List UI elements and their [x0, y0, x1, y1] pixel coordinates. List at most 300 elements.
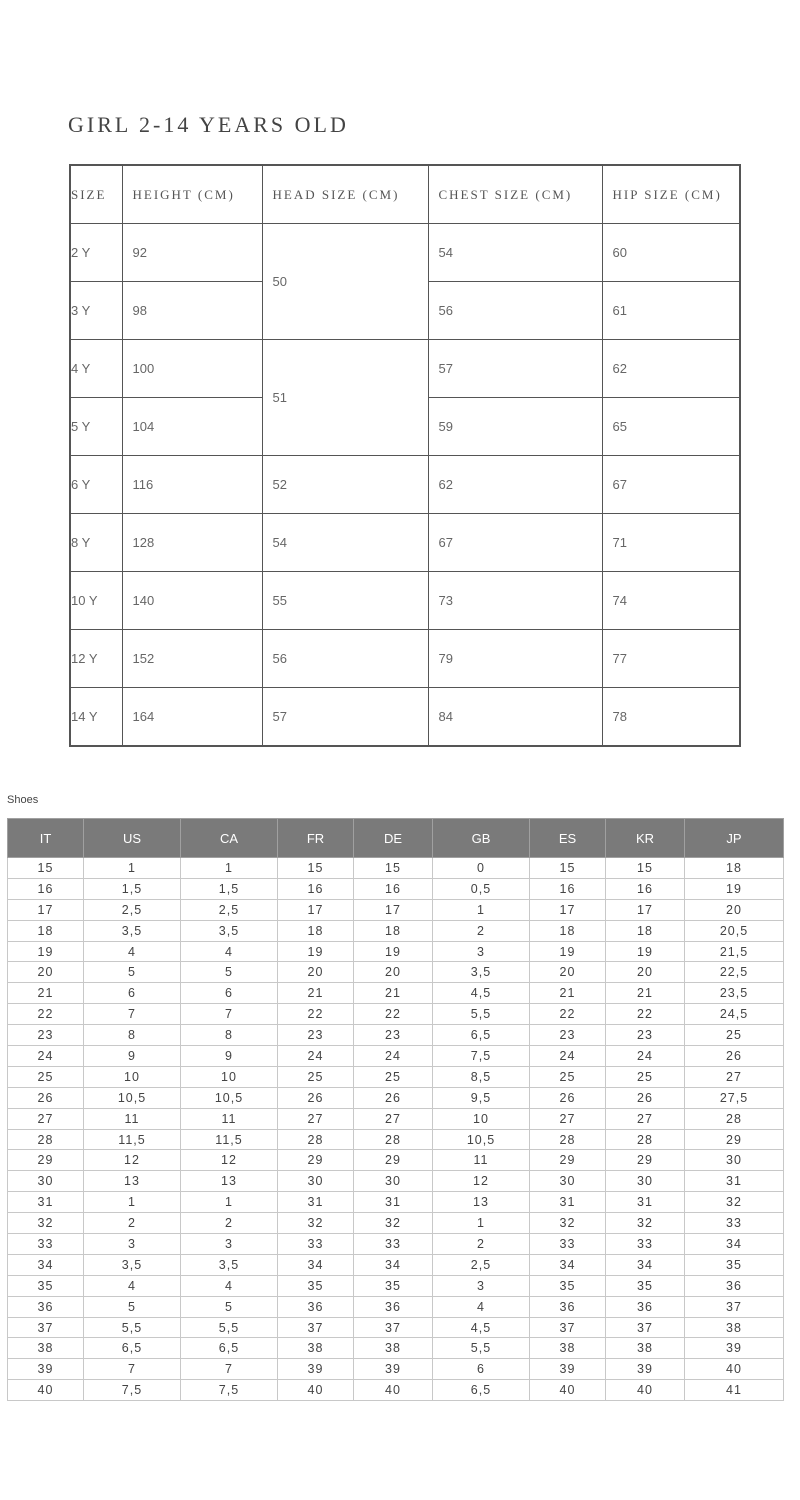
shoes-cell-jp: 22,5	[685, 962, 784, 983]
shoes-cell-kr: 38	[606, 1338, 685, 1359]
shoes-cell-it: 15	[8, 858, 84, 879]
shoes-cell-fr: 36	[278, 1296, 354, 1317]
chest-size-cell: 67	[428, 514, 602, 572]
shoes-cell-kr: 32	[606, 1213, 685, 1234]
shoes-header-jp: JP	[685, 819, 784, 858]
table-row	[8, 1275, 784, 1296]
shoes-cell-es: 21	[530, 983, 606, 1004]
shoes-cell-kr: 34	[606, 1254, 685, 1275]
head-size-cell: 55	[262, 572, 428, 630]
shoes-cell-fr: 40	[278, 1380, 354, 1401]
shoes-cell-us: 1	[84, 1192, 181, 1213]
shoes-cell-fr: 34	[278, 1254, 354, 1275]
shoes-cell-kr: 37	[606, 1317, 685, 1338]
shoes-cell-ca: 3,5	[181, 920, 278, 941]
chest-size-cell: 84	[428, 688, 602, 747]
hip-size-cell: 78	[602, 688, 740, 747]
shoes-cell-fr: 31	[278, 1192, 354, 1213]
shoes-cell-de: 24	[354, 1046, 433, 1067]
hip-size-cell: 62	[602, 340, 740, 398]
shoes-cell-jp: 40	[685, 1359, 784, 1380]
shoes-cell-it: 35	[8, 1275, 84, 1296]
shoes-cell-de: 39	[354, 1359, 433, 1380]
shoes-cell-gb: 9,5	[433, 1087, 530, 1108]
shoes-cell-us: 13	[84, 1171, 181, 1192]
shoes-cell-us: 12	[84, 1150, 181, 1171]
shoes-label: Shoes	[7, 794, 39, 806]
shoes-cell-kr: 40	[606, 1380, 685, 1401]
shoes-cell-jp: 41	[685, 1380, 784, 1401]
shoes-cell-fr: 33	[278, 1234, 354, 1255]
hip-size-cell: 67	[602, 456, 740, 514]
height-cell: 128	[122, 514, 262, 572]
shoes-cell-jp: 35	[685, 1254, 784, 1275]
shoes-cell-gb: 0	[433, 858, 530, 879]
shoes-cell-fr: 32	[278, 1213, 354, 1234]
head-size-cell: 56	[262, 630, 428, 688]
table-row	[8, 1087, 784, 1108]
shoes-cell-us: 8	[84, 1025, 181, 1046]
shoes-cell-ca: 5	[181, 1296, 278, 1317]
shoes-cell-it: 24	[8, 1046, 84, 1067]
shoes-cell-kr: 21	[606, 983, 685, 1004]
size-cell: 14 Y	[70, 688, 122, 747]
size-cell: 8 Y	[70, 514, 122, 572]
shoes-cell-kr: 29	[606, 1150, 685, 1171]
shoes-cell-ca: 5	[181, 962, 278, 983]
hip-size-cell: 61	[602, 282, 740, 340]
height-cell: 140	[122, 572, 262, 630]
shoes-cell-it: 22	[8, 1004, 84, 1025]
shoes-cell-kr: 19	[606, 941, 685, 962]
shoes-cell-jp: 30	[685, 1150, 784, 1171]
table-row	[8, 899, 784, 920]
shoes-cell-de: 17	[354, 899, 433, 920]
table-row	[8, 962, 784, 983]
shoes-cell-it: 28	[8, 1129, 84, 1150]
shoes-cell-kr: 31	[606, 1192, 685, 1213]
shoes-cell-gb: 12	[433, 1171, 530, 1192]
shoes-cell-gb: 5,5	[433, 1338, 530, 1359]
shoes-cell-gb: 2,5	[433, 1254, 530, 1275]
shoes-cell-de: 31	[354, 1192, 433, 1213]
shoes-cell-kr: 39	[606, 1359, 685, 1380]
shoes-cell-ca: 7	[181, 1004, 278, 1025]
shoes-cell-es: 37	[530, 1317, 606, 1338]
shoes-cell-us: 11	[84, 1108, 181, 1129]
shoes-cell-jp: 39	[685, 1338, 784, 1359]
table-row	[70, 514, 740, 572]
shoes-cell-jp: 20,5	[685, 920, 784, 941]
shoes-cell-ca: 2	[181, 1213, 278, 1234]
shoes-cell-fr: 26	[278, 1087, 354, 1108]
shoes-cell-gb: 6,5	[433, 1380, 530, 1401]
shoes-cell-it: 16	[8, 878, 84, 899]
shoes-cell-gb: 2	[433, 1234, 530, 1255]
shoes-cell-gb: 4,5	[433, 983, 530, 1004]
shoes-cell-fr: 28	[278, 1129, 354, 1150]
table-row	[8, 1213, 784, 1234]
shoes-cell-es: 33	[530, 1234, 606, 1255]
shoes-cell-jp: 33	[685, 1213, 784, 1234]
height-cell: 92	[122, 224, 262, 282]
table-row	[70, 340, 740, 398]
shoes-cell-de: 21	[354, 983, 433, 1004]
height-cell: 164	[122, 688, 262, 747]
shoes-cell-fr: 19	[278, 941, 354, 962]
shoes-cell-it: 30	[8, 1171, 84, 1192]
shoes-cell-fr: 30	[278, 1171, 354, 1192]
shoes-cell-es: 24	[530, 1046, 606, 1067]
page-title: GIRL 2-14 YEARS OLD	[68, 112, 349, 137]
chest-size-cell: 56	[428, 282, 602, 340]
shoes-cell-jp: 26	[685, 1046, 784, 1067]
shoes-cell-ca: 9	[181, 1046, 278, 1067]
shoes-cell-de: 34	[354, 1254, 433, 1275]
shoes-cell-kr: 25	[606, 1066, 685, 1087]
shoes-cell-gb: 13	[433, 1192, 530, 1213]
shoes-cell-kr: 15	[606, 858, 685, 879]
shoes-cell-fr: 35	[278, 1275, 354, 1296]
table-row	[8, 941, 784, 962]
shoes-header-gb: GB	[433, 819, 530, 858]
shoes-cell-gb: 4,5	[433, 1317, 530, 1338]
shoes-cell-ca: 13	[181, 1171, 278, 1192]
table-row	[8, 1234, 784, 1255]
shoes-cell-jp: 36	[685, 1275, 784, 1296]
shoes-cell-gb: 8,5	[433, 1066, 530, 1087]
table-row	[8, 1254, 784, 1275]
hip-size-cell: 60	[602, 224, 740, 282]
height-cell: 152	[122, 630, 262, 688]
shoes-cell-kr: 33	[606, 1234, 685, 1255]
shoes-cell-jp: 20	[685, 899, 784, 920]
table-row	[8, 1317, 784, 1338]
shoes-header-fr: FR	[278, 819, 354, 858]
size-cell: 4 Y	[70, 340, 122, 398]
shoes-cell-de: 27	[354, 1108, 433, 1129]
shoes-cell-es: 30	[530, 1171, 606, 1192]
shoes-cell-de: 26	[354, 1087, 433, 1108]
shoes-cell-es: 16	[530, 878, 606, 899]
shoes-cell-es: 32	[530, 1213, 606, 1234]
shoes-cell-kr: 17	[606, 899, 685, 920]
chest-size-cell: 79	[428, 630, 602, 688]
shoes-cell-fr: 39	[278, 1359, 354, 1380]
shoes-cell-it: 20	[8, 962, 84, 983]
table-row	[8, 1150, 784, 1171]
shoes-cell-es: 26	[530, 1087, 606, 1108]
hip-size-cell: 71	[602, 514, 740, 572]
shoes-cell-it: 33	[8, 1234, 84, 1255]
shoes-cell-es: 38	[530, 1338, 606, 1359]
shoes-cell-it: 17	[8, 899, 84, 920]
shoes-cell-gb: 7,5	[433, 1046, 530, 1067]
shoes-cell-ca: 1,5	[181, 878, 278, 899]
shoes-cell-ca: 12	[181, 1150, 278, 1171]
shoes-cell-it: 34	[8, 1254, 84, 1275]
shoes-cell-es: 22	[530, 1004, 606, 1025]
shoes-cell-kr: 16	[606, 878, 685, 899]
shoes-cell-gb: 5,5	[433, 1004, 530, 1025]
shoes-cell-fr: 37	[278, 1317, 354, 1338]
shoes-cell-us: 7	[84, 1359, 181, 1380]
shoes-cell-gb: 4	[433, 1296, 530, 1317]
shoes-cell-ca: 1	[181, 858, 278, 879]
table-row	[70, 456, 740, 514]
shoes-cell-de: 22	[354, 1004, 433, 1025]
shoes-cell-ca: 4	[181, 1275, 278, 1296]
table-row	[8, 1046, 784, 1067]
shoes-cell-fr: 16	[278, 878, 354, 899]
shoes-cell-jp: 29	[685, 1129, 784, 1150]
shoes-cell-kr: 22	[606, 1004, 685, 1025]
shoes-cell-jp: 34	[685, 1234, 784, 1255]
shoes-cell-kr: 35	[606, 1275, 685, 1296]
shoes-cell-es: 20	[530, 962, 606, 983]
shoes-cell-jp: 21,5	[685, 941, 784, 962]
shoes-cell-jp: 24,5	[685, 1004, 784, 1025]
shoes-cell-jp: 23,5	[685, 983, 784, 1004]
shoes-cell-kr: 28	[606, 1129, 685, 1150]
shoes-cell-fr: 29	[278, 1150, 354, 1171]
shoes-cell-de: 25	[354, 1066, 433, 1087]
size-cell: 2 Y	[70, 224, 122, 282]
shoes-cell-ca: 11,5	[181, 1129, 278, 1150]
shoes-cell-fr: 17	[278, 899, 354, 920]
shoes-cell-us: 6	[84, 983, 181, 1004]
table-row	[8, 1004, 784, 1025]
shoes-cell-it: 26	[8, 1087, 84, 1108]
table-row	[8, 1129, 784, 1150]
shoes-cell-de: 33	[354, 1234, 433, 1255]
head-size-cell: 57	[262, 688, 428, 747]
shoes-cell-gb: 2	[433, 920, 530, 941]
shoes-cell-kr: 30	[606, 1171, 685, 1192]
shoes-cell-us: 5	[84, 962, 181, 983]
shoes-cell-de: 28	[354, 1129, 433, 1150]
shoes-cell-fr: 23	[278, 1025, 354, 1046]
shoes-cell-it: 31	[8, 1192, 84, 1213]
head-size-cell: 50	[262, 224, 428, 340]
size-cell: 6 Y	[70, 456, 122, 514]
table-row	[8, 1338, 784, 1359]
shoes-cell-kr: 26	[606, 1087, 685, 1108]
shoes-cell-fr: 38	[278, 1338, 354, 1359]
shoes-cell-gb: 11	[433, 1150, 530, 1171]
hip-size-cell: 74	[602, 572, 740, 630]
table-row	[8, 983, 784, 1004]
shoes-cell-kr: 36	[606, 1296, 685, 1317]
size-header-row	[70, 165, 740, 224]
shoes-header-ca: CA	[181, 819, 278, 858]
shoes-cell-de: 15	[354, 858, 433, 879]
shoes-cell-ca: 6,5	[181, 1338, 278, 1359]
header-head-size: HEAD SIZE (CM)	[262, 165, 428, 224]
shoes-cell-ca: 11	[181, 1108, 278, 1129]
shoes-cell-us: 4	[84, 1275, 181, 1296]
shoes-cell-ca: 5,5	[181, 1317, 278, 1338]
table-row	[70, 688, 740, 747]
table-row	[70, 572, 740, 630]
chest-size-cell: 62	[428, 456, 602, 514]
shoes-cell-us: 7	[84, 1004, 181, 1025]
shoes-header-de: DE	[354, 819, 433, 858]
table-row	[8, 1108, 784, 1129]
table-row	[70, 224, 740, 282]
shoes-cell-jp: 18	[685, 858, 784, 879]
shoes-cell-gb: 3,5	[433, 962, 530, 983]
shoes-cell-gb: 10	[433, 1108, 530, 1129]
shoes-cell-fr: 21	[278, 983, 354, 1004]
table-row	[8, 1192, 784, 1213]
shoes-cell-us: 2,5	[84, 899, 181, 920]
shoes-cell-gb: 3	[433, 1275, 530, 1296]
chest-size-cell: 54	[428, 224, 602, 282]
shoes-cell-es: 29	[530, 1150, 606, 1171]
hip-size-cell: 77	[602, 630, 740, 688]
head-size-cell: 52	[262, 456, 428, 514]
table-row	[8, 1296, 784, 1317]
height-cell: 116	[122, 456, 262, 514]
shoes-cell-de: 18	[354, 920, 433, 941]
shoes-cell-jp: 25	[685, 1025, 784, 1046]
chest-size-cell: 73	[428, 572, 602, 630]
shoes-cell-us: 3,5	[84, 1254, 181, 1275]
shoes-cell-us: 5	[84, 1296, 181, 1317]
header-height: HEIGHT (CM)	[122, 165, 262, 224]
shoes-cell-it: 25	[8, 1066, 84, 1087]
shoes-cell-kr: 24	[606, 1046, 685, 1067]
shoes-cell-ca: 4	[181, 941, 278, 962]
shoes-cell-ca: 8	[181, 1025, 278, 1046]
shoes-cell-jp: 28	[685, 1108, 784, 1129]
shoes-cell-de: 30	[354, 1171, 433, 1192]
size-cell: 3 Y	[70, 282, 122, 340]
shoes-cell-us: 3,5	[84, 920, 181, 941]
shoes-cell-es: 18	[530, 920, 606, 941]
shoes-cell-fr: 22	[278, 1004, 354, 1025]
shoes-cell-de: 16	[354, 878, 433, 899]
shoes-cell-es: 34	[530, 1254, 606, 1275]
table-row	[8, 1380, 784, 1401]
shoes-cell-jp: 31	[685, 1171, 784, 1192]
head-size-cell: 51	[262, 340, 428, 456]
shoes-cell-ca: 7	[181, 1359, 278, 1380]
shoes-cell-it: 29	[8, 1150, 84, 1171]
shoes-cell-us: 11,5	[84, 1129, 181, 1150]
header-size: SIZE	[70, 165, 122, 224]
shoes-cell-fr: 18	[278, 920, 354, 941]
shoes-cell-jp: 27	[685, 1066, 784, 1087]
shoes-cell-es: 25	[530, 1066, 606, 1087]
shoes-cell-it: 18	[8, 920, 84, 941]
shoes-cell-ca: 1	[181, 1192, 278, 1213]
shoes-cell-es: 27	[530, 1108, 606, 1129]
shoes-cell-fr: 20	[278, 962, 354, 983]
shoes-size-table	[7, 818, 784, 1401]
shoes-cell-es: 19	[530, 941, 606, 962]
shoes-cell-de: 38	[354, 1338, 433, 1359]
shoes-cell-fr: 24	[278, 1046, 354, 1067]
size-cell: 5 Y	[70, 398, 122, 456]
table-row	[8, 878, 784, 899]
shoes-cell-us: 2	[84, 1213, 181, 1234]
shoes-cell-us: 3	[84, 1234, 181, 1255]
size-cell: 10 Y	[70, 572, 122, 630]
shoes-cell-it: 38	[8, 1338, 84, 1359]
shoes-cell-ca: 3,5	[181, 1254, 278, 1275]
table-row	[70, 630, 740, 688]
shoes-cell-es: 23	[530, 1025, 606, 1046]
shoes-cell-fr: 25	[278, 1066, 354, 1087]
header-chest-size: CHEST SIZE (CM)	[428, 165, 602, 224]
shoes-cell-us: 1,5	[84, 878, 181, 899]
shoes-cell-us: 9	[84, 1046, 181, 1067]
shoes-cell-it: 23	[8, 1025, 84, 1046]
shoes-cell-gb: 10,5	[433, 1129, 530, 1150]
shoes-cell-ca: 10,5	[181, 1087, 278, 1108]
header-hip-size: HIP SIZE (CM)	[602, 165, 740, 224]
height-cell: 100	[122, 340, 262, 398]
shoes-cell-fr: 15	[278, 858, 354, 879]
shoes-cell-de: 23	[354, 1025, 433, 1046]
shoes-cell-kr: 27	[606, 1108, 685, 1129]
shoes-cell-ca: 3	[181, 1234, 278, 1255]
table-row	[8, 1025, 784, 1046]
hip-size-cell: 65	[602, 398, 740, 456]
shoes-cell-kr: 18	[606, 920, 685, 941]
shoes-cell-jp: 32	[685, 1192, 784, 1213]
shoes-cell-it: 19	[8, 941, 84, 962]
chest-size-cell: 57	[428, 340, 602, 398]
shoes-cell-it: 40	[8, 1380, 84, 1401]
shoes-cell-it: 39	[8, 1359, 84, 1380]
size-cell: 12 Y	[70, 630, 122, 688]
size-chart-table	[69, 164, 741, 747]
shoes-cell-kr: 20	[606, 962, 685, 983]
shoes-cell-us: 6,5	[84, 1338, 181, 1359]
head-size-cell: 54	[262, 514, 428, 572]
shoes-cell-gb: 1	[433, 899, 530, 920]
shoes-cell-us: 1	[84, 858, 181, 879]
shoes-cell-de: 40	[354, 1380, 433, 1401]
shoes-cell-de: 36	[354, 1296, 433, 1317]
shoes-cell-de: 19	[354, 941, 433, 962]
shoes-cell-jp: 37	[685, 1296, 784, 1317]
shoes-cell-gb: 3	[433, 941, 530, 962]
shoes-cell-us: 10	[84, 1066, 181, 1087]
shoes-cell-gb: 6	[433, 1359, 530, 1380]
shoes-cell-de: 37	[354, 1317, 433, 1338]
shoes-cell-ca: 10	[181, 1066, 278, 1087]
shoes-cell-es: 31	[530, 1192, 606, 1213]
shoes-cell-it: 27	[8, 1108, 84, 1129]
height-cell: 98	[122, 282, 262, 340]
shoes-cell-ca: 7,5	[181, 1380, 278, 1401]
shoes-cell-it: 37	[8, 1317, 84, 1338]
shoes-cell-it: 32	[8, 1213, 84, 1234]
shoes-cell-fr: 27	[278, 1108, 354, 1129]
shoes-cell-jp: 27,5	[685, 1087, 784, 1108]
shoes-cell-es: 35	[530, 1275, 606, 1296]
shoes-cell-es: 40	[530, 1380, 606, 1401]
shoes-header-it: IT	[8, 819, 84, 858]
shoes-cell-es: 39	[530, 1359, 606, 1380]
height-cell: 104	[122, 398, 262, 456]
shoes-cell-de: 32	[354, 1213, 433, 1234]
shoes-cell-jp: 38	[685, 1317, 784, 1338]
